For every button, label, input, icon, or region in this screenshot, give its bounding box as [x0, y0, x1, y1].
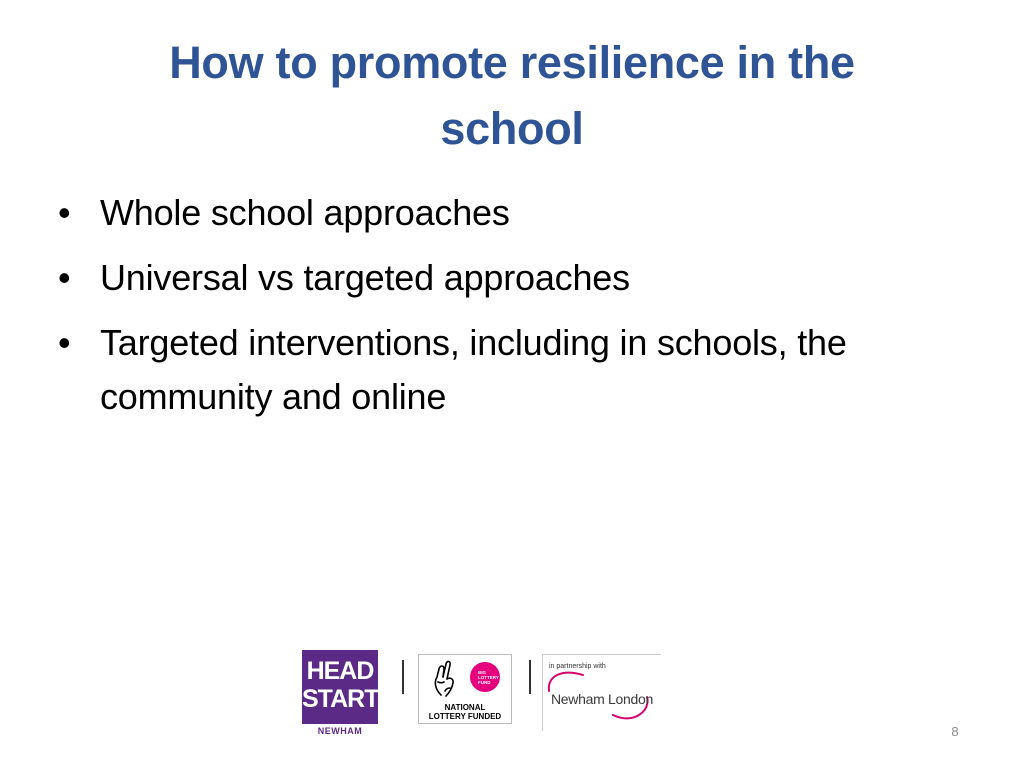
slide-title: How to promote resilience in the school — [169, 37, 855, 154]
bullet-text: Universal vs targeted approaches — [100, 257, 630, 298]
bullet-icon: • — [58, 257, 71, 298]
page-number: 8 — [951, 724, 959, 739]
lottery-caption-line2: LOTTERY FUNDED — [428, 712, 502, 721]
bullet-text: Targeted interventions, including in schools, the community and online — [100, 322, 847, 417]
newham-london-wordmark: Newham London — [551, 691, 653, 707]
headstart-logo — [302, 650, 378, 738]
headstart-logo-box — [302, 650, 378, 724]
partnership-text: in partnership with — [549, 663, 606, 670]
headstart-logo-subtitle: NEWHAM — [317, 726, 363, 736]
newham-london-logo — [542, 654, 661, 731]
bullet-list — [58, 186, 958, 435]
bullet-item — [58, 251, 958, 305]
logo-divider — [529, 660, 531, 694]
lottery-caption-line1: NATIONAL — [444, 703, 486, 712]
national-lottery-logo — [418, 654, 512, 724]
lottery-crossed-fingers-icon — [419, 655, 511, 703]
headstart-logo-line1: HEAD — [306, 657, 374, 685]
bullet-text: Whole school approaches — [100, 192, 510, 233]
bullet-icon: • — [58, 192, 71, 233]
lottery-caption — [419, 703, 511, 721]
bullet-icon: • — [58, 322, 71, 363]
logo-divider — [402, 660, 404, 694]
bullet-item — [58, 186, 958, 240]
lottery-badge-text: BIG LOTTERY FUND — [478, 670, 499, 685]
headstart-logo-line2: START — [302, 685, 379, 713]
bullet-item — [58, 316, 958, 424]
logo-strip — [300, 648, 662, 740]
